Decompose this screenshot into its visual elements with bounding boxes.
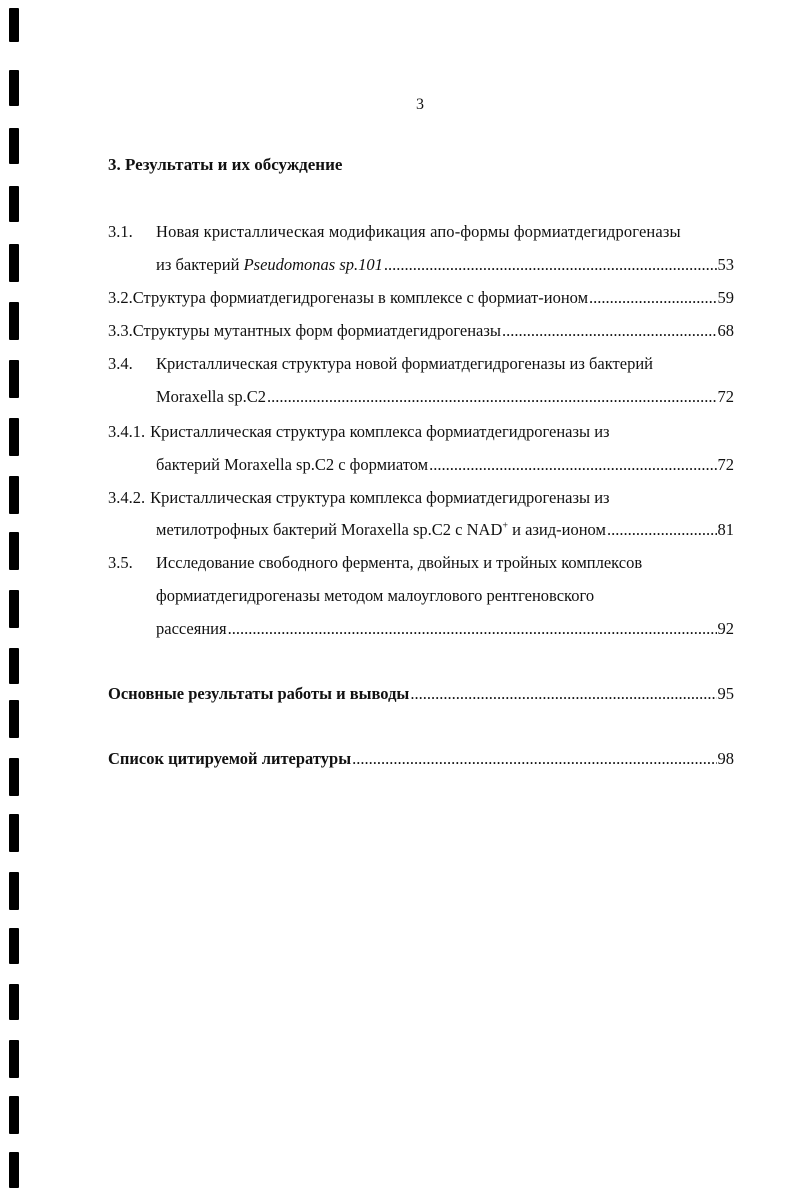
toc-title: Основные результаты работы и выводы [108, 684, 410, 703]
dot-leader [502, 321, 717, 341]
binding-mark [9, 1152, 19, 1188]
dot-leader [228, 619, 717, 639]
toc-number: 3.4. [108, 354, 133, 373]
dot-leader [267, 387, 717, 407]
binding-mark [9, 648, 19, 684]
toc-entry-3-1-cont[interactable] [156, 255, 734, 275]
toc-title-prefix: метилотрофных бактерий Moraxella sp.C2 с NAD [156, 520, 503, 539]
toc-number: 3.4.2. [108, 488, 146, 507]
toc-page-number: 59 [717, 288, 734, 307]
dot-leader [384, 255, 717, 275]
toc-number: 3.4.1. [108, 422, 146, 441]
toc-number: 3.5. [108, 553, 133, 572]
binding-mark [9, 128, 19, 164]
binding-mark [9, 418, 19, 456]
dot-leader [429, 455, 716, 475]
binding-mark [9, 700, 19, 738]
toc-number: 3.2. [108, 288, 133, 307]
page-number: 3 [416, 96, 424, 113]
section-heading: 3. Результаты и их обсуждение [108, 155, 343, 174]
toc-entry-3-5-cont[interactable] [156, 586, 734, 606]
binding-mark [9, 360, 19, 398]
binding-mark [9, 302, 19, 340]
toc-title: Структуры мутантных форм формиатдегидрогеназы [132, 321, 501, 340]
toc-title-suffix: и азид-ионом [508, 520, 606, 539]
toc-entry-3-4-1-cont[interactable] [156, 455, 734, 475]
toc-entry-3-3[interactable] [108, 321, 734, 341]
toc-entry-3-4-2[interactable] [108, 488, 734, 508]
toc-entry-references[interactable] [108, 749, 734, 769]
dot-leader [607, 520, 717, 540]
toc-entry-3-1[interactable] [108, 222, 734, 242]
toc-title: рассеяния [156, 619, 227, 638]
binding-mark [9, 872, 19, 910]
toc-title: Новая кристаллическая модификация апо-формы формиатдегидрогеназы [156, 222, 681, 241]
toc-page-number: 53 [717, 255, 734, 274]
toc-title: Кристаллическая структура комплекса формиатдегидрогеназы из [150, 422, 610, 441]
dot-leader [410, 684, 716, 704]
toc-title: Список цитируемой литературы [108, 749, 352, 768]
toc-page-number: 72 [717, 455, 734, 474]
binding-mark [9, 984, 19, 1020]
binding-mark [9, 928, 19, 964]
superscript-plus: + [502, 520, 508, 532]
binding-mark [9, 8, 19, 42]
toc-entry-conclusions[interactable] [108, 684, 734, 704]
toc-title [156, 255, 383, 275]
toc-page-number: 81 [717, 520, 734, 539]
toc-page-number: 92 [717, 619, 734, 638]
toc-entry-3-4-2-cont[interactable] [156, 520, 734, 540]
toc-entry-3-5[interactable] [108, 553, 734, 573]
toc-page-number: 68 [717, 321, 734, 340]
toc-entry-3-2[interactable] [108, 288, 734, 308]
toc-title: Кристаллическая структура новой формиатдегидрогеназы из бактерий [156, 354, 653, 373]
toc-title: Структура формиатдегидрогеназы в комплексе с формиат-ионом [132, 288, 589, 307]
binding-mark [9, 476, 19, 514]
toc-page-number: 95 [717, 684, 734, 703]
binding-mark [9, 590, 19, 628]
binding-mark [9, 758, 19, 796]
toc-number: 3.1. [108, 222, 133, 241]
toc-page-number: 98 [717, 749, 734, 768]
toc-title-prefix: из бактерий [156, 255, 244, 274]
toc-entry-3-4-1[interactable] [108, 422, 734, 442]
binding-mark [9, 186, 19, 222]
toc-page-number: 72 [717, 387, 734, 406]
binding-mark [9, 244, 19, 282]
organism-name: Pseudomonas sp.101 [243, 255, 383, 274]
toc-number: 3.3. [108, 321, 133, 340]
toc-title: Moraxella sp.C2 [156, 387, 266, 406]
dot-leader [589, 288, 716, 308]
dot-leader [352, 749, 716, 769]
binding-mark [9, 1096, 19, 1134]
binding-mark [9, 532, 19, 570]
binding-mark [9, 814, 19, 852]
toc-title: формиатдегидрогеназы методом малоуглового рентгеновского [156, 586, 595, 605]
toc-title: Кристаллическая структура комплекса формиатдегидрогеназы из [150, 488, 610, 507]
toc-entry-3-4-cont[interactable] [156, 387, 734, 407]
toc-entry-3-4[interactable] [108, 354, 734, 374]
toc-entry-3-5-cont2[interactable] [156, 619, 734, 639]
binding-mark [9, 1040, 19, 1078]
toc-title [156, 520, 606, 540]
toc-title: Исследование свободного фермента, двойных и тройных комплексов [156, 553, 643, 572]
toc-title: бактерий Moraxella sp.C2 с формиатом [156, 455, 429, 474]
